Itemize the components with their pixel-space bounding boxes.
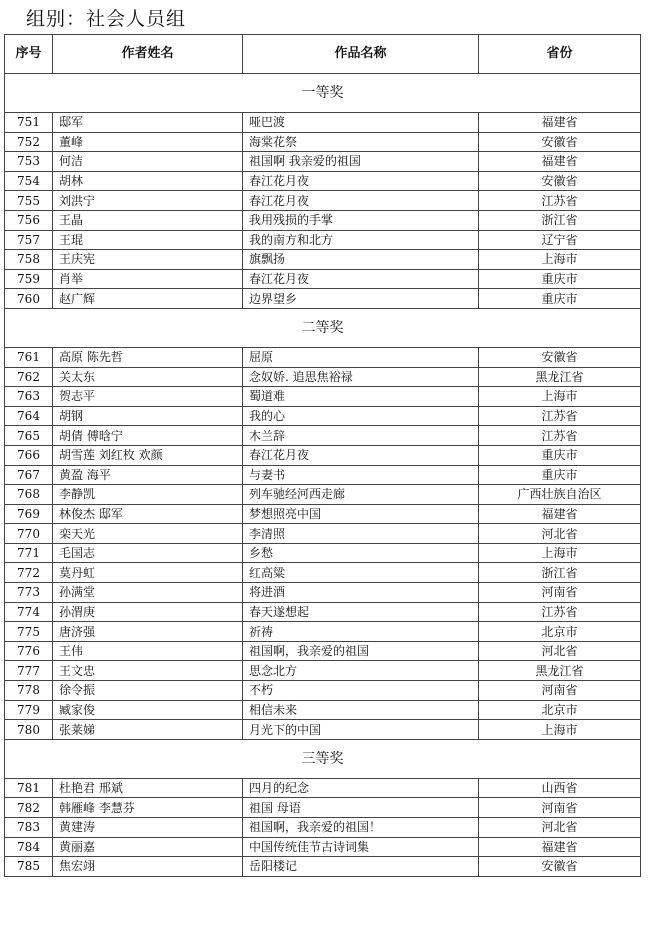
cell-province: 北京市 [479,700,641,720]
cell-work: 屈原 [243,347,479,367]
cell-work: 岳阳楼记 [243,857,479,877]
cell-work: 蜀道难 [243,387,479,407]
cell-author: 林俊杰 邸军 [53,504,243,524]
cell-work: 乡愁 [243,543,479,563]
cell-author: 毛国志 [53,543,243,563]
table-row [5,191,641,211]
table-row [5,504,641,524]
cell-author: 高原 陈先哲 [53,347,243,367]
cell-work: 春江花月夜 [243,191,479,211]
cell-author: 赵广辉 [53,289,243,309]
cell-number: 768 [5,485,53,505]
cell-number: 766 [5,445,53,465]
cell-number: 751 [5,113,53,133]
cell-province: 福建省 [479,152,641,172]
table-row [5,113,641,133]
table-row [5,641,641,661]
table-row [5,426,641,446]
cell-author: 焦宏翊 [53,857,243,877]
cell-work: 春江花月夜 [243,269,479,289]
cell-number: 767 [5,465,53,485]
cell-number: 756 [5,210,53,230]
cell-author: 王伟 [53,641,243,661]
cell-author: 王文忠 [53,661,243,681]
cell-work: 春江花月夜 [243,445,479,465]
cell-province: 安徽省 [479,857,641,877]
table-row [5,543,641,563]
cell-number: 778 [5,681,53,701]
cell-province: 福建省 [479,837,641,857]
cell-province: 重庆市 [479,289,641,309]
cell-number: 770 [5,524,53,544]
cell-province: 广西壮族自治区 [479,485,641,505]
cell-work: 祖国啊 我亲爱的祖国 [243,152,479,172]
cell-work: 思念北方 [243,661,479,681]
cell-work: 哑巴渡 [243,113,479,133]
cell-author: 胡雪莲 刘红枚 欢颜 [53,445,243,465]
cell-author: 杜艳君 邢斌 [53,778,243,798]
cell-province: 上海市 [479,250,641,270]
cell-number: 763 [5,387,53,407]
cell-author: 王庆宪 [53,250,243,270]
cell-author: 肖举 [53,269,243,289]
cell-number: 782 [5,798,53,818]
table-row [5,700,641,720]
cell-author: 唐济强 [53,622,243,642]
cell-work: 我的心 [243,406,479,426]
cell-province: 上海市 [479,543,641,563]
cell-author: 何洁 [53,152,243,172]
cell-province: 河南省 [479,681,641,701]
cell-author: 黄丽嘉 [53,837,243,857]
cell-author: 孙渭庚 [53,602,243,622]
cell-author: 邸军 [53,113,243,133]
awards-table [4,34,641,877]
cell-work: 四月的纪念 [243,778,479,798]
cell-work: 我的南方和北方 [243,230,479,250]
cell-author: 胡倩 傅晗宁 [53,426,243,446]
cell-number: 773 [5,583,53,603]
cell-author: 莫丹虹 [53,563,243,583]
header-number: 序号 [5,35,53,74]
cell-work: 祖国 母语 [243,798,479,818]
cell-author: 贺志平 [53,387,243,407]
cell-number: 758 [5,250,53,270]
cell-author: 臧家俊 [53,700,243,720]
cell-work: 旗飘扬 [243,250,479,270]
cell-work: 春江花月夜 [243,171,479,191]
cell-author: 徐令振 [53,681,243,701]
cell-author: 胡钢 [53,406,243,426]
cell-work: 不朽 [243,681,479,701]
cell-number: 762 [5,367,53,387]
header-row [5,35,641,74]
table-row [5,798,641,818]
cell-author: 李静凯 [53,485,243,505]
table-row [5,583,641,603]
cell-province: 江苏省 [479,602,641,622]
table-row [5,347,641,367]
cell-work: 相信未来 [243,700,479,720]
table-row [5,720,641,740]
table-row [5,602,641,622]
cell-work: 祖国啊，我亲爱的祖国！ [243,818,479,838]
group-title: 组别：社会人员组 [26,8,187,30]
table-row [5,563,641,583]
cell-province: 北京市 [479,622,641,642]
cell-province: 河北省 [479,524,641,544]
cell-province: 上海市 [479,387,641,407]
table-row [5,269,641,289]
cell-work: 与妻书 [243,465,479,485]
cell-number: 780 [5,720,53,740]
table-row [5,132,641,152]
table-row [5,250,641,270]
cell-author: 董峰 [53,132,243,152]
cell-number: 777 [5,661,53,681]
cell-province: 江苏省 [479,406,641,426]
cell-work: 祈祷 [243,622,479,642]
cell-province: 重庆市 [479,465,641,485]
cell-number: 752 [5,132,53,152]
cell-province: 浙江省 [479,563,641,583]
cell-province: 河南省 [479,798,641,818]
cell-number: 785 [5,857,53,877]
table-row [5,681,641,701]
cell-number: 784 [5,837,53,857]
cell-work: 红高粱 [243,563,479,583]
cell-province: 黑龙江省 [479,661,641,681]
cell-province: 浙江省 [479,210,641,230]
table-row [5,778,641,798]
table-row [5,445,641,465]
cell-number: 759 [5,269,53,289]
table-row [5,622,641,642]
cell-number: 772 [5,563,53,583]
cell-province: 辽宁省 [479,230,641,250]
cell-province: 上海市 [479,720,641,740]
cell-number: 753 [5,152,53,172]
cell-work: 将进酒 [243,583,479,603]
cell-province: 安徽省 [479,347,641,367]
cell-number: 779 [5,700,53,720]
cell-author: 王琨 [53,230,243,250]
cell-work: 列车驰经河西走廊 [243,485,479,505]
cell-author: 张莱娣 [53,720,243,740]
cell-province: 河南省 [479,583,641,603]
table-row [5,210,641,230]
section-header-row [5,308,641,347]
cell-province: 福建省 [479,504,641,524]
cell-work: 祖国啊，我亲爱的祖国 [243,641,479,661]
cell-number: 765 [5,426,53,446]
section-header-row [5,739,641,778]
table-row [5,837,641,857]
cell-work: 月光下的中国 [243,720,479,740]
cell-author: 栾天光 [53,524,243,544]
header-author: 作者姓名 [53,35,243,74]
cell-author: 孙满堂 [53,583,243,603]
cell-author: 韩雁峰 李慧芬 [53,798,243,818]
cell-author: 关太东 [53,367,243,387]
cell-number: 764 [5,406,53,426]
cell-number: 769 [5,504,53,524]
cell-work: 木兰辞 [243,426,479,446]
cell-number: 774 [5,602,53,622]
table-row [5,406,641,426]
cell-work: 中国传统佳节古诗词集 [243,837,479,857]
table-row [5,818,641,838]
table-row [5,524,641,544]
cell-number: 761 [5,347,53,367]
table-row [5,387,641,407]
cell-work: 春天遂想起 [243,602,479,622]
cell-province: 安徽省 [479,132,641,152]
cell-author: 黄盈 海平 [53,465,243,485]
section-title: 二等奖 [5,308,641,347]
cell-number: 776 [5,641,53,661]
cell-work: 海棠花祭 [243,132,479,152]
cell-number: 760 [5,289,53,309]
table-row [5,661,641,681]
cell-number: 757 [5,230,53,250]
cell-number: 775 [5,622,53,642]
cell-province: 河北省 [479,818,641,838]
cell-number: 781 [5,778,53,798]
table-row [5,367,641,387]
table-row [5,152,641,172]
table-row [5,171,641,191]
header-work: 作品名称 [243,35,479,74]
cell-province: 重庆市 [479,445,641,465]
cell-author: 王晶 [53,210,243,230]
table-row [5,465,641,485]
cell-author: 胡林 [53,171,243,191]
cell-work: 念奴娇. 追思焦裕禄 [243,367,479,387]
table-row [5,857,641,877]
section-title: 三等奖 [5,739,641,778]
cell-author: 刘洪宁 [53,191,243,211]
cell-work: 李清照 [243,524,479,544]
cell-province: 江苏省 [479,426,641,446]
cell-number: 755 [5,191,53,211]
header-province: 省份 [479,35,641,74]
cell-province: 山西省 [479,778,641,798]
cell-work: 边界望乡 [243,289,479,309]
cell-work: 梦想照亮中国 [243,504,479,524]
table-row [5,230,641,250]
table-body [5,74,641,877]
cell-province: 福建省 [479,113,641,133]
cell-number: 771 [5,543,53,563]
cell-province: 河北省 [479,641,641,661]
cell-author: 黄建涛 [53,818,243,838]
table-row [5,485,641,505]
table-row [5,289,641,309]
cell-number: 754 [5,171,53,191]
cell-province: 重庆市 [479,269,641,289]
cell-work: 我用残损的手掌 [243,210,479,230]
cell-province: 黑龙江省 [479,367,641,387]
cell-province: 江苏省 [479,191,641,211]
section-header-row [5,74,641,113]
cell-number: 783 [5,818,53,838]
section-title: 一等奖 [5,74,641,113]
cell-province: 安徽省 [479,171,641,191]
